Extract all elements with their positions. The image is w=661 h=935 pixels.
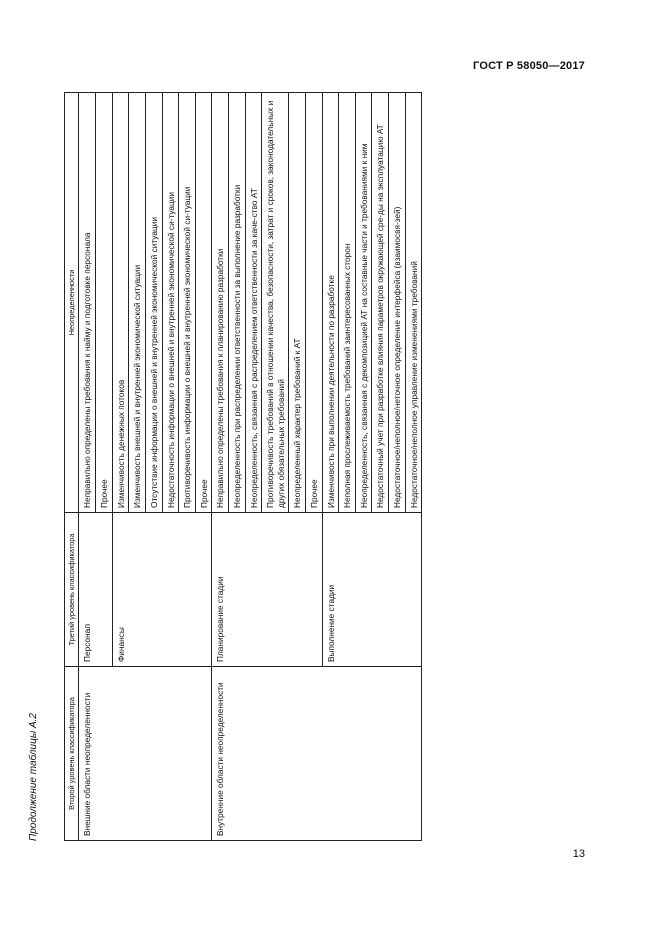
cell-third-level: Персонал [79,513,112,667]
table-row [212,93,229,841]
cell-uncertainty: Противоречивость информации о внешней и внутренней экономической си-туации [179,93,196,513]
cell-uncertainty: Отсутствие информации о внешней и внутренней экономической ситуации [145,93,162,513]
rotated-table-area [28,93,661,841]
header-second-level: Второй уровень классификатора [65,667,79,841]
table-caption: Продолжение таблицы А.2 [28,713,39,841]
cell-uncertainty: Недостаточный учет при разработке влияния параметров окружающей сре-ды на эксплуатацию АТ [372,93,389,513]
table-row [79,93,96,841]
cell-uncertainty: Прочее [195,93,212,513]
cell-second-level: Внешние области неопределенности [79,667,212,841]
cell-uncertainty: Недостаточное/неполное управление изменениями требований [405,93,422,513]
cell-uncertainty: Неполная прослеживаемость требований заинтересованных сторон [339,93,356,513]
cell-third-level: Планирование стадии [212,513,322,667]
cell-uncertainty: Прочее [306,93,323,513]
cell-uncertainty: Неправильно определены требования к планированию разработки [212,93,229,513]
cell-uncertainty: Неопределенность, связанная с распределением ответственности за каче-ство АТ [245,93,262,513]
cell-third-level: Выполнение стадии [322,513,422,667]
cell-uncertainty: Противоречивость требований в отношении качества, безопасности, затрат и сроков, законодательных и других обязательных требований [262,93,289,513]
cell-second-level: Внутренние области неопределенности [212,667,422,841]
cell-uncertainty: Недостаточное/неполное/неточное определение интерфейса (взаимосвя-зей) [389,93,406,513]
cell-uncertainty: Неправильно определены требования к найму и подготовке персонала [79,93,96,513]
cell-uncertainty: Недостаточность информации о внешней и внутренней экономической си-туации [162,93,179,513]
header-uncertainties: Неопределенности [65,93,79,513]
table-header-row [65,93,79,841]
classifier-table [64,92,422,841]
rotated-content [28,93,583,841]
cell-uncertainty: Неопределенный характер требований к АТ [289,93,306,513]
cell-uncertainty: Неопределенность, связанная с декомпозицией АТ на составные части и требованиями к ним [355,93,372,513]
header-third-level: Третий уровень классификатора [65,513,79,667]
cell-third-level: Финансы [112,513,212,667]
cell-uncertainty: Изменчивость внешней и внутренней экономической ситуации [129,93,146,513]
cell-uncertainty: Изменчивость при выполнении деятельности по разработке [322,93,339,513]
cell-uncertainty: Изменчивость денежных потоков [112,93,129,513]
cell-uncertainty: Прочее [96,93,113,513]
page-number: 13 [572,848,585,860]
cell-uncertainty: Неопределенность при распределении ответственности за выполнение разработки [228,93,245,513]
document-standard-number: ГОСТ Р 58050—2017 [473,60,585,72]
